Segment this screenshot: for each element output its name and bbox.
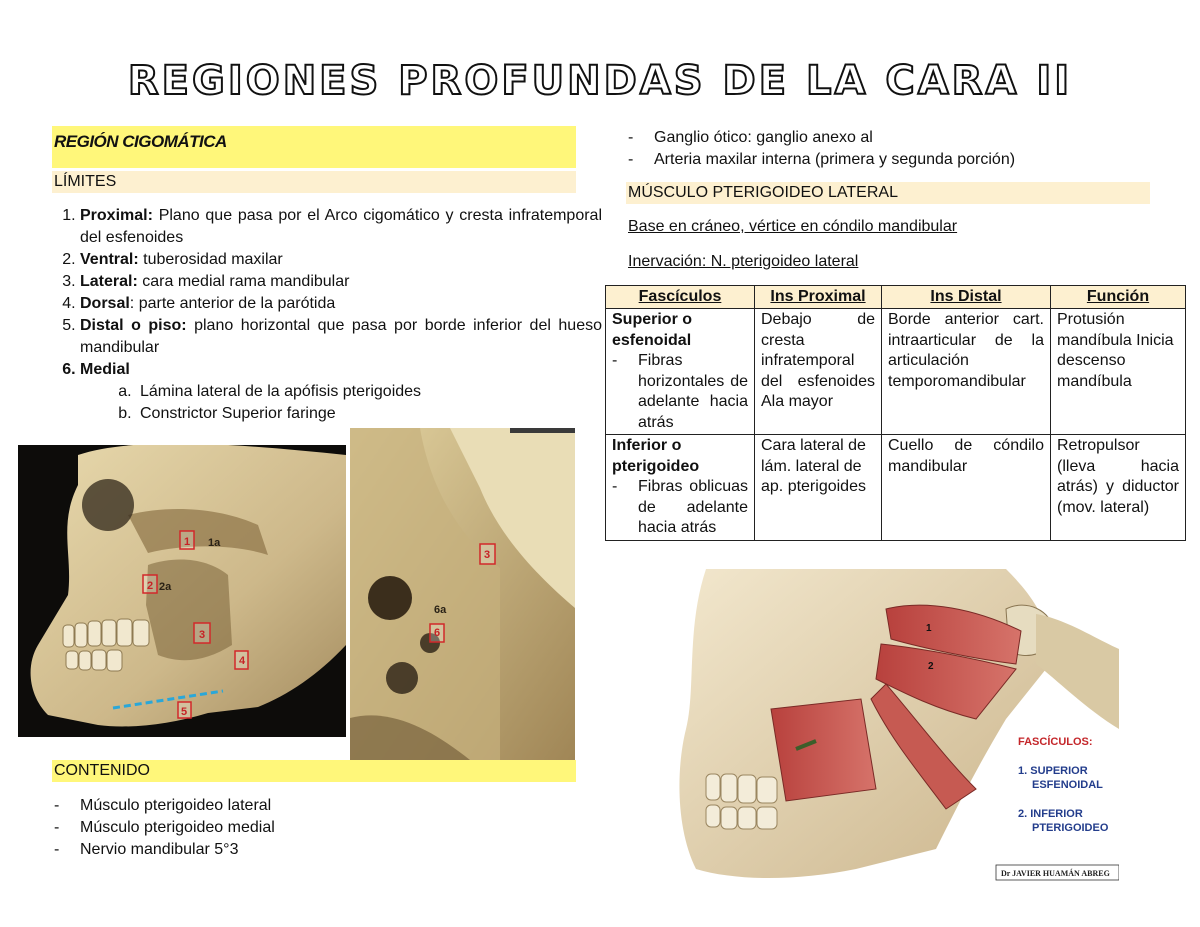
- table-header: Ins Proximal: [755, 286, 882, 309]
- inervacion-line: Inervación: N. pterigoideo lateral: [628, 253, 859, 270]
- medial-sub-item: b. Constrictor Superior faringe: [136, 403, 602, 425]
- table-cell: [606, 435, 755, 541]
- limites-highlight: [52, 171, 576, 193]
- region-title: REGIÓN CIGOMÁTICA: [54, 132, 227, 151]
- skull-base-illustration: [350, 428, 575, 760]
- limit-item: 4. Dorsal: parte anterior de la parótida: [80, 293, 602, 315]
- pterygoid-muscle-illustration: [676, 569, 1119, 887]
- pterygoid-muscle-drawing: [676, 569, 1119, 887]
- medial-sub-item: a. Lámina lateral de la apófisis pterigoides: [136, 381, 602, 403]
- skull1-label: 3: [199, 629, 206, 641]
- contenido-item: - Músculo pterigoideo medial: [52, 817, 572, 839]
- skull1-label: 2a: [159, 581, 172, 593]
- table-header: Función: [1051, 286, 1186, 309]
- skull2-label: 6: [434, 627, 441, 639]
- table-header: Fascículos: [606, 286, 755, 309]
- table-row: [606, 309, 1186, 435]
- fasciculo-fibers: - Fibras oblicuas de adelante hacia atrás: [612, 477, 748, 539]
- limits-list: [52, 205, 602, 425]
- page-title: REGIONES PROFUNDAS DE LA CARA II: [127, 58, 1073, 104]
- medial-sublist: [80, 381, 602, 425]
- limites-title: LÍMITES: [54, 173, 117, 190]
- fasciculo-fibers: - Fibras horizontales de adelante hacia atrás: [612, 351, 748, 433]
- fasciculos-table: [605, 285, 1186, 541]
- figure-credit: Dr JAVIER HUAMÁN ABREG: [1001, 869, 1110, 878]
- table-header-row: [606, 286, 1186, 309]
- limit-item: 2. Ventral: tuberosidad maxilar: [80, 249, 602, 271]
- limit-item: 3. Lateral: cara medial rama mandibular: [80, 271, 602, 293]
- table-row: [606, 435, 1186, 541]
- fasciculo-name: Inferior o pterigoideo: [612, 437, 700, 475]
- table-cell: Cuello de cóndilo mandibular: [882, 435, 1051, 541]
- contenido-item: - Arteria maxilar interna (primera y segunda porción): [626, 149, 1186, 171]
- table-cell: Borde anterior cart. intraarticular de la articulación temporomandibular: [882, 309, 1051, 435]
- skull1-label: 4: [239, 655, 246, 667]
- skull2-label: 6a: [434, 604, 447, 616]
- contenido-item: - Nervio mandibular 5°3: [52, 839, 572, 861]
- skull-lateral-photo: [18, 445, 346, 737]
- legend-item: 2. INFERIOR: [1018, 808, 1083, 820]
- skull1-label: 1: [184, 536, 191, 548]
- table-cell: Protusión mandíbula Inicia descenso mandíbula: [1051, 309, 1186, 435]
- table-cell: Debajo de cresta infratemporal del esfenoides Ala mayor: [755, 309, 882, 435]
- skull1-label: 1a: [208, 537, 221, 549]
- skull1-label: 2: [147, 580, 154, 592]
- limit-item: 1. Proximal: Plano que pasa por el Arco cigomático y cresta infratemporal del esfenoides: [80, 205, 602, 249]
- skull-lateral-illustration: [18, 445, 346, 737]
- limit-item: 6. Medial a. Lámina lateral de la apófisis pterigoides b. Constrictor Superior faringe: [80, 359, 602, 425]
- contenido-item: - Músculo pterigoideo lateral: [52, 795, 572, 817]
- fasciculo-name: Superior o esfenoidal: [612, 311, 693, 349]
- legend-item: PTERIGOIDEO: [1032, 822, 1109, 834]
- skull-base-photo: [350, 428, 575, 760]
- muscle-label: 2: [928, 661, 934, 672]
- table-cell: Retropulsor (lleva hacia atrás) y diductor (mov. lateral): [1051, 435, 1186, 541]
- contenido-continued-list: [626, 127, 1186, 171]
- ptl-title: MÚSCULO PTERIGOIDEO LATERAL: [628, 184, 898, 201]
- contenido-title: CONTENIDO: [54, 762, 150, 779]
- contenido-list: [52, 795, 572, 861]
- legend-title: FASCÍCULOS:: [1018, 736, 1093, 748]
- muscle-label: 1: [926, 623, 932, 634]
- limit-item: 5. Distal o piso: plano horizontal que pasa por borde inferior del hueso mandibular: [80, 315, 602, 359]
- skull1-label: 5: [181, 706, 188, 718]
- base-line: Base en cráneo, vértice en cóndilo mandibular: [628, 218, 958, 235]
- skull2-label: 3: [484, 549, 491, 561]
- contenido-item: - Ganglio ótico: ganglio anexo al: [626, 127, 1186, 149]
- legend-item: ESFENOIDAL: [1032, 779, 1103, 791]
- legend-item: 1. SUPERIOR: [1018, 765, 1088, 777]
- table-header: Ins Distal: [882, 286, 1051, 309]
- table-cell: Cara lateral de lám. lateral de ap. pterigoides: [755, 435, 882, 541]
- table-cell: [606, 309, 755, 435]
